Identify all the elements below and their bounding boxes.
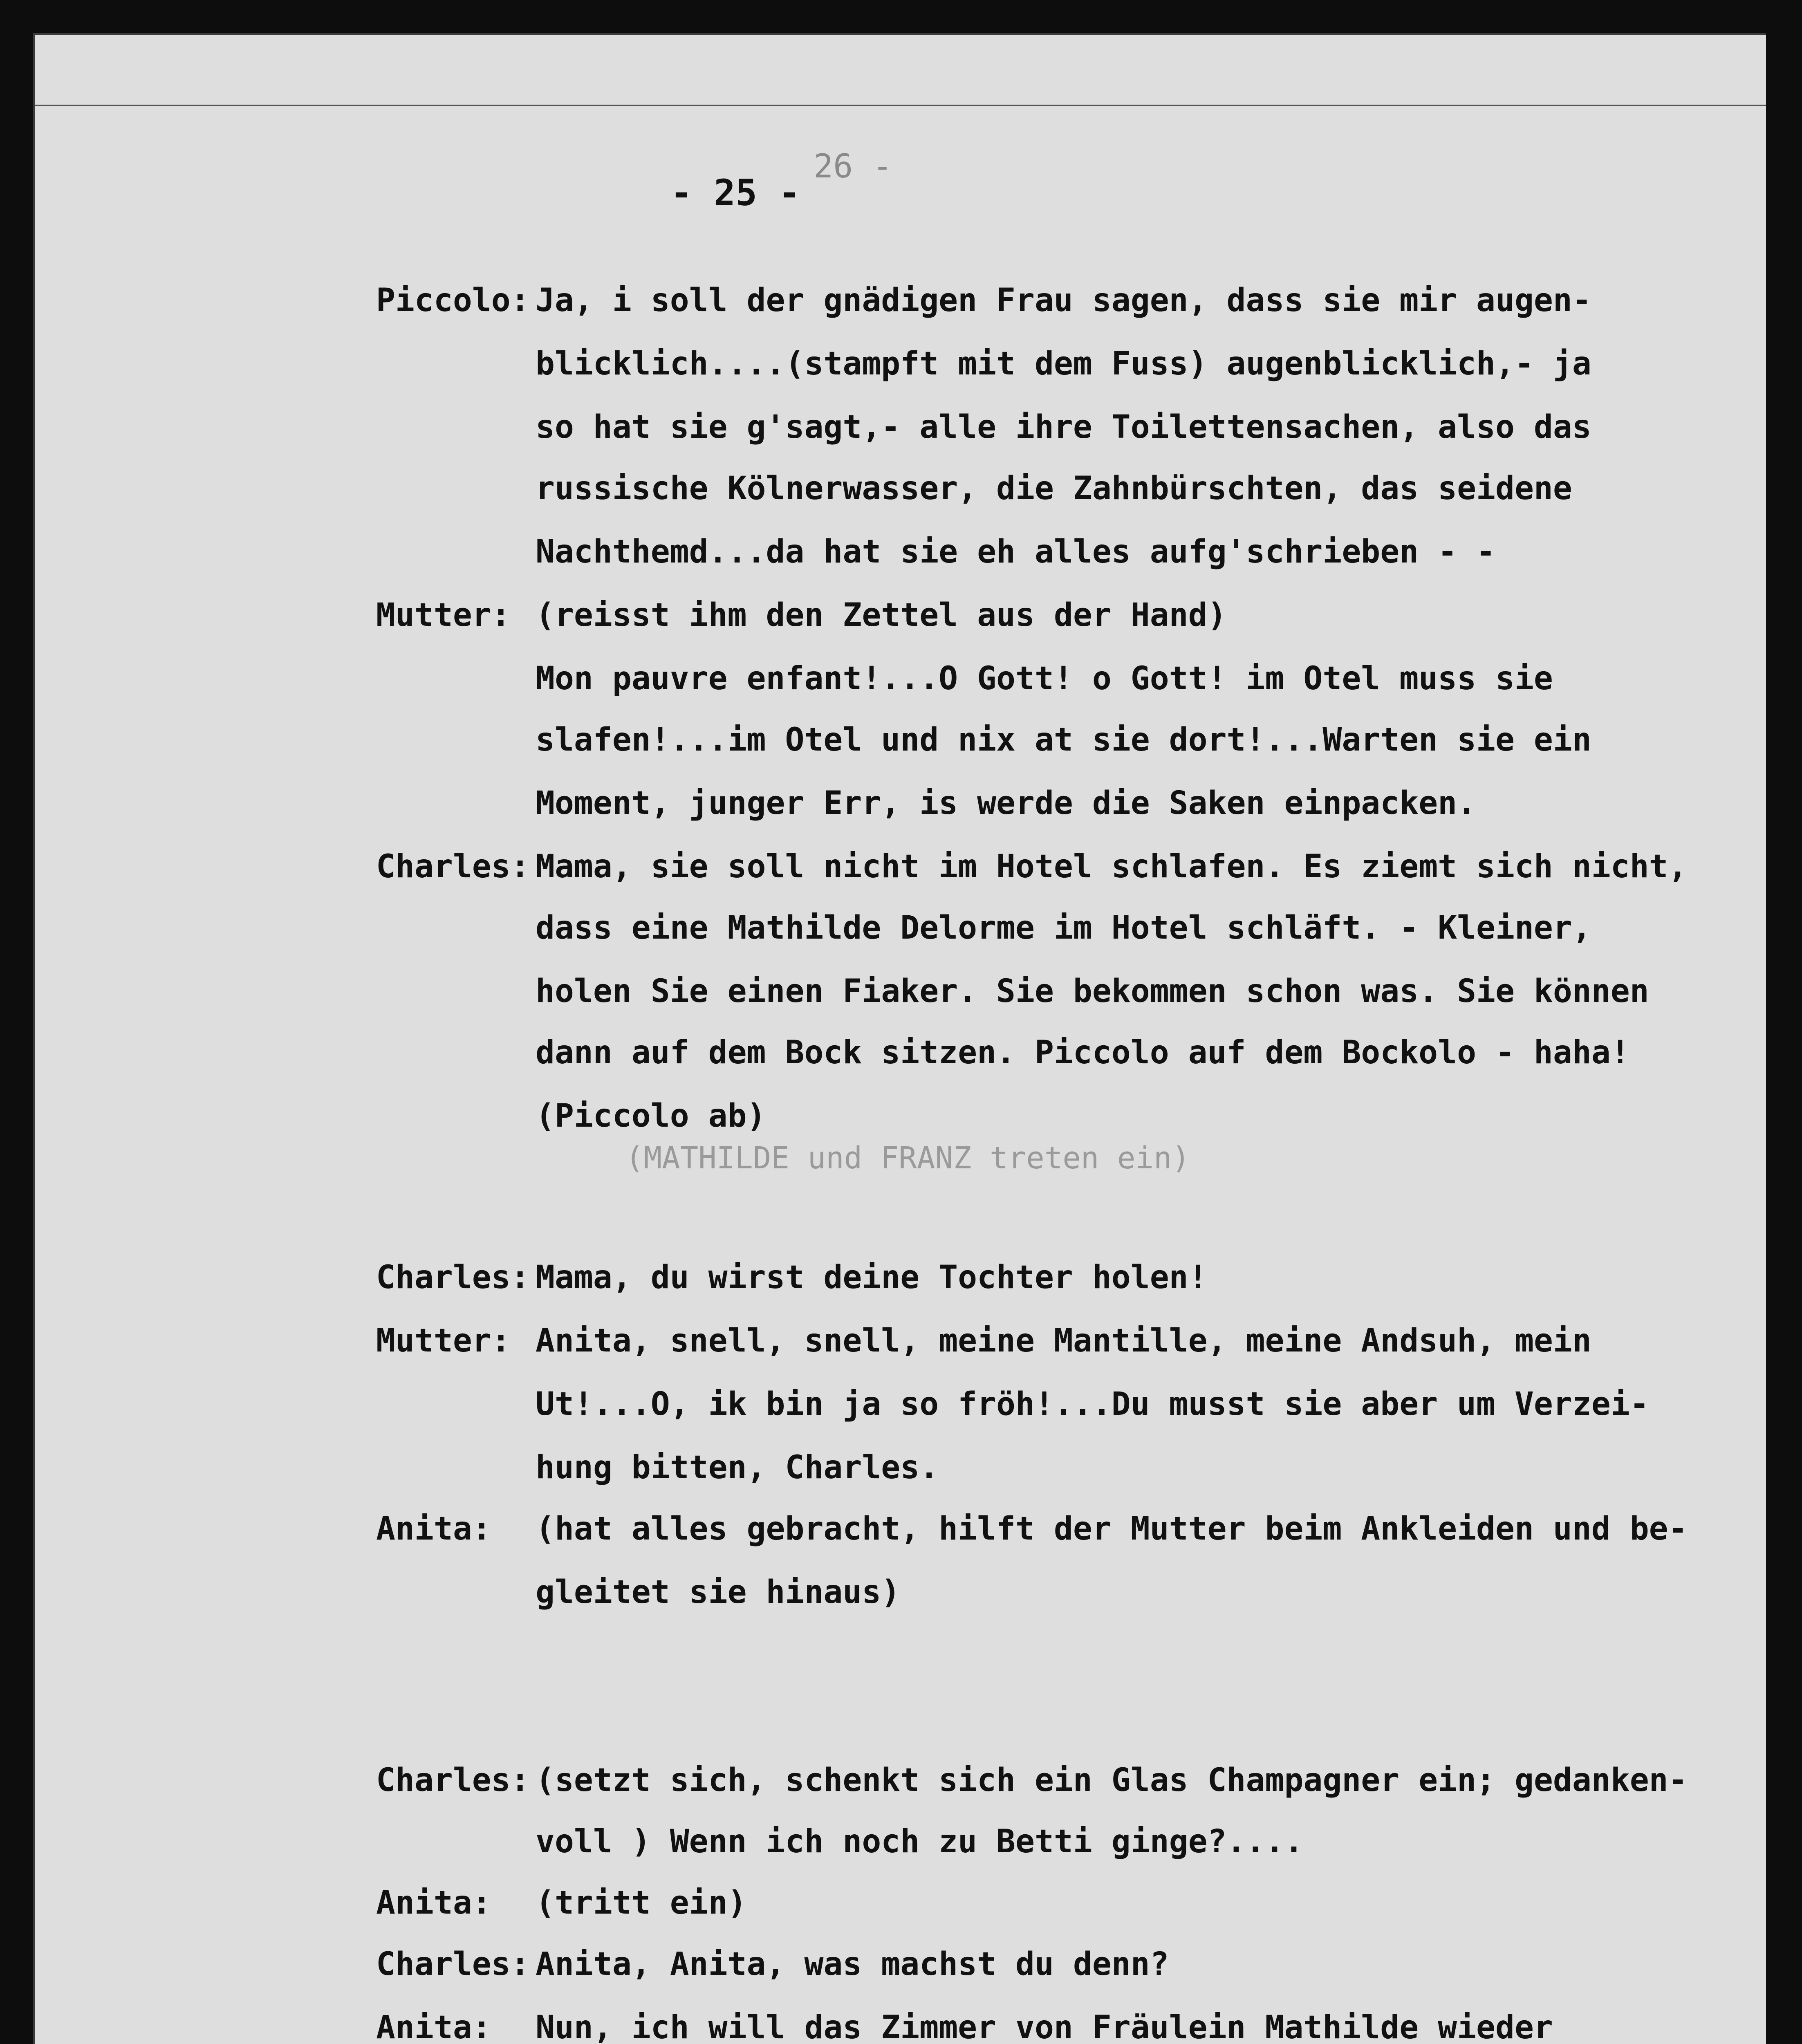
line-text: (reisst ihm den Zettel aus der Hand)	[536, 597, 1227, 634]
line-text: slafen!...im Otel und nix at sie dort!...Warten sie ein	[536, 722, 1591, 758]
line-text: Mama, du wirst deine Tochter holen!	[536, 1259, 1208, 1296]
line-text: Nachthemd...da hat sie eh alles aufg'schrieben - -	[536, 533, 1495, 570]
speaker-name: Charles:	[376, 1762, 530, 1799]
speaker-name: Anita:	[376, 2009, 491, 2044]
bleed-through-page-number: 26 -	[814, 147, 892, 185]
line-text: holen Sie einen Fiaker. Sie bekommen schon was. Sie können	[536, 973, 1649, 1010]
bleed-through-stage-direction: (MATHILDE und FRANZ treten ein)	[625, 1141, 1190, 1176]
line-text: dann auf dem Bock sitzen. Piccolo auf dem Bockolo - haha!	[536, 1034, 1630, 1071]
speaker-name: Anita:	[376, 1511, 491, 1547]
line-text: Mama, sie soll nicht im Hotel schlafen. Es ziemt sich nicht,	[536, 848, 1688, 885]
film-edge	[35, 105, 1766, 106]
line-text: Mon pauvre enfant!...O Gott! o Gott! im Otel muss sie	[536, 660, 1553, 697]
line-text: (hat alles gebracht, hilft der Mutter beim Ankleiden und be-	[536, 1511, 1688, 1547]
line-text: russische Kölnerwasser, die Zahnbürschten, das seidene	[536, 470, 1572, 507]
line-text: Anita, snell, snell, meine Mantille, meine Andsuh, mein	[536, 1322, 1591, 1359]
line-text: hung bitten, Charles.	[536, 1449, 939, 1486]
page-number: - 25 -	[670, 172, 800, 214]
line-text: (tritt ein)	[536, 1885, 747, 1921]
speaker-name: Piccolo:	[376, 282, 530, 319]
speaker-name: Mutter:	[376, 1322, 511, 1359]
line-text: Ja, i soll der gnädigen Frau sagen, dass sie mir augen-	[536, 282, 1591, 319]
line-text: voll ) Wenn ich noch zu Betti ginge?....	[536, 1823, 1304, 1860]
line-text: Nun, ich will das Zimmer von Fräulein Mathilde wieder	[536, 2009, 1553, 2044]
line-text: dass eine Mathilde Delorme im Hotel schläft. - Kleiner,	[536, 910, 1591, 946]
speaker-name: Anita:	[376, 1885, 491, 1921]
line-text: blicklich....(stampft mit dem Fuss) augenblicklich,- ja	[536, 345, 1591, 382]
line-text: (Piccolo ab)	[536, 1098, 766, 1134]
line-text: Moment, junger Err, is werde die Saken einpacken.	[536, 785, 1477, 822]
speaker-name: Charles:	[376, 1946, 530, 1983]
speaker-name: Charles:	[376, 1259, 530, 1296]
line-text: so hat sie g'sagt,- alle ihre Toilettensachen, also das	[536, 409, 1591, 446]
speaker-name: Mutter:	[376, 597, 511, 634]
line-text: Anita, Anita, was machst du denn?	[536, 1946, 1169, 1983]
speaker-name: Charles:	[376, 848, 530, 885]
line-text: gleitet sie hinaus)	[536, 1574, 901, 1611]
line-text: Ut!...O, ik bin ja so fröh!...Du musst sie aber um Verzei-	[536, 1386, 1649, 1423]
line-text: (setzt sich, schenkt sich ein Glas Champagner ein; gedanken-	[536, 1762, 1688, 1799]
